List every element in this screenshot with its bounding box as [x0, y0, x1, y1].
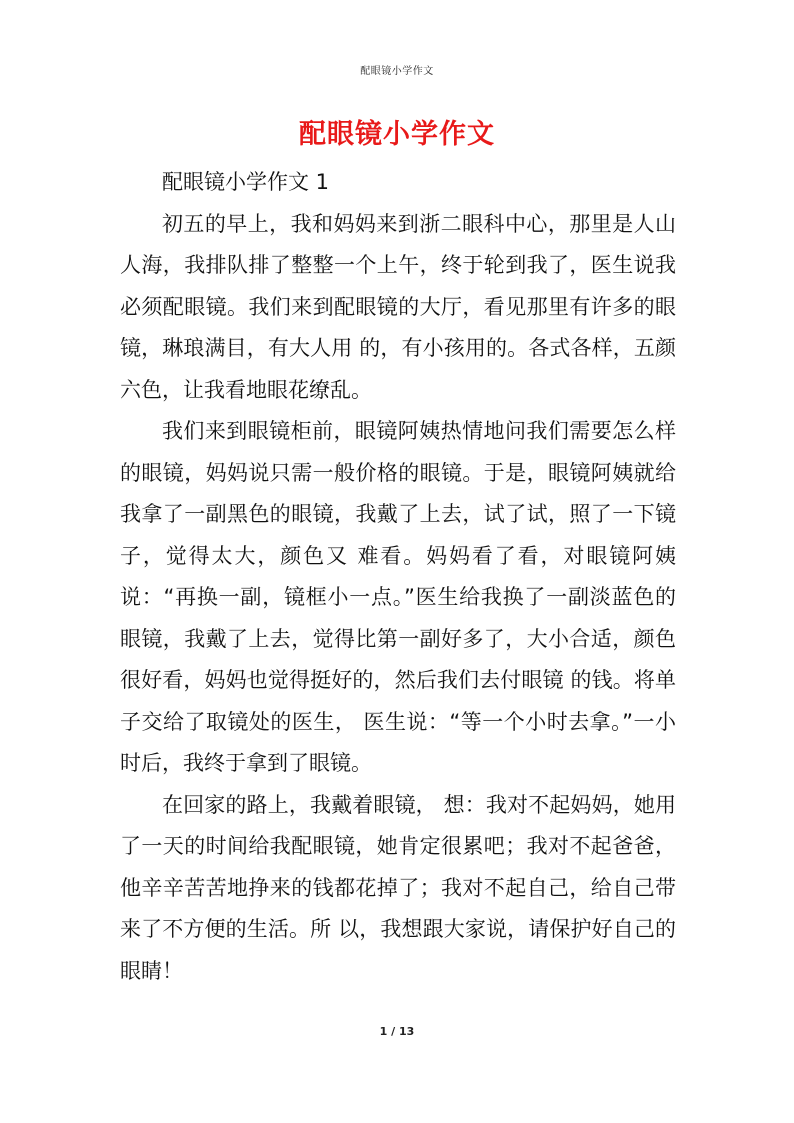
- document-body: [120, 162, 676, 992]
- paragraph: 初五的早上，我和妈妈来到浙二眼科中心，那里是人山人海，我排队排了整整一个上午，终于轮到我了，医生说我必须配眼镜。我们来到配眼镜的大厅，看见那里有许多的眼镜，琳琅满目，有大人用 的，有小孩用的。各式各样，五颜六色，让我看地眼花缭乱。: [120, 211, 676, 402]
- section-heading: 配眼镜小学作文 1: [162, 170, 330, 194]
- paragraph: 在回家的路上，我戴着眼镜， 想：我对不起妈妈，她用了一天的时间给我配眼镜，她肯定很累吧；我对不起爸爸，他辛辛苦苦地挣来的钱都花掉了；我对不起自己，给自己带来了不方便的生活。所 以，我想跟大家说，请保护好自己的眼睛！: [120, 792, 676, 983]
- page-number: 1 / 13: [379, 1025, 415, 1038]
- document-title: 配眼镜小学作文: [299, 119, 495, 150]
- paragraph: 我们来到眼镜柜前，眼镜阿姨热情地问我们需要怎么样的眼镜，妈妈说只需一般价格的眼镜。于是，眼镜阿姨就给我拿了一副黑色的眼镜，我戴了上去，试了试，照了一下镜子，觉得太大，颜色又 难看。妈妈看了看，对眼镜阿姨说：“再换一副，镜框小一点。”医生给我换了一副淡蓝色的眼镜，我戴了上去，觉得比第一副好多了，大小合适，颜色很好看，妈妈也觉得挺好的，然后我们去付眼镜 的钱。将单子交给了取镜处的医生， 医生说：“等一个小时去拿。”一小时后，我终于拿到了眼镜。: [120, 419, 676, 775]
- page-header: 配眼镜小学作文: [360, 66, 434, 77]
